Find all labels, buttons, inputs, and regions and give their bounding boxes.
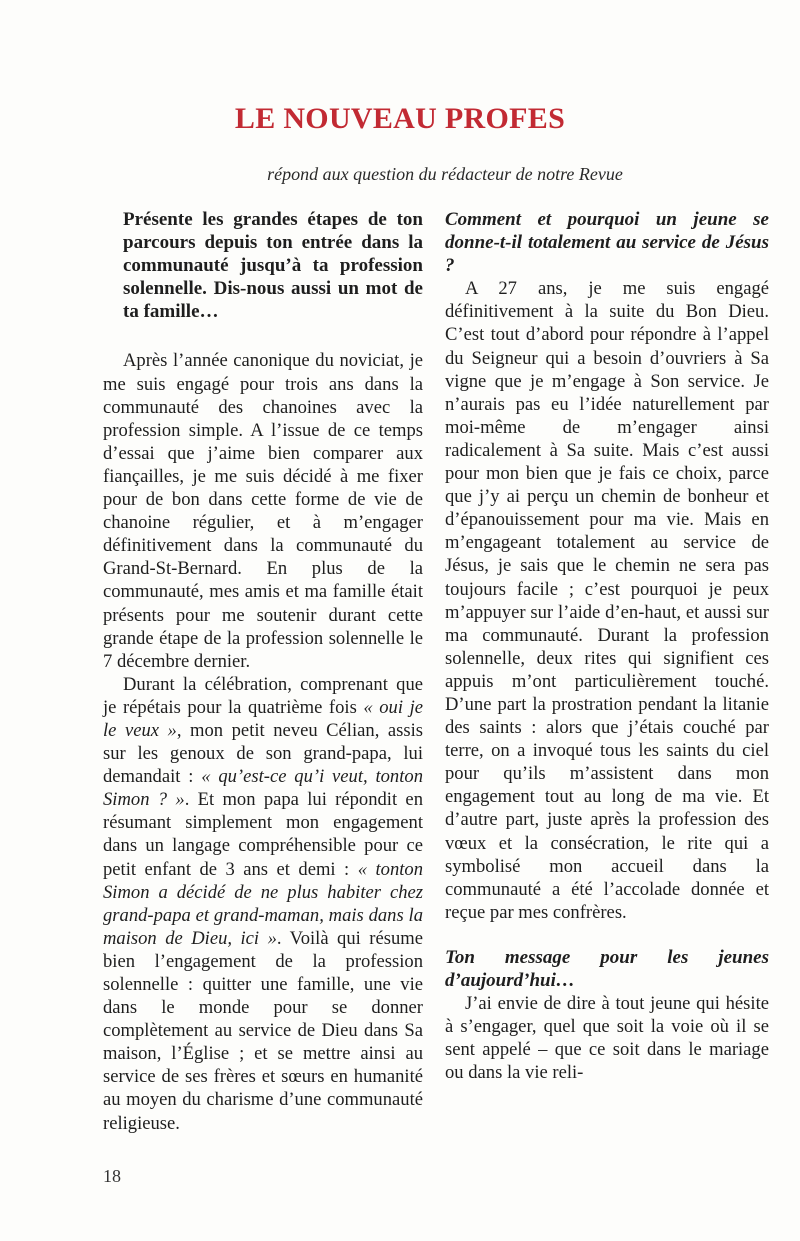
article-subtitle: répond aux question du rédacteur de notre Revue (267, 164, 623, 184)
page-number: 18 (103, 1166, 121, 1186)
right-column (445, 208, 769, 1084)
quote-oui: « oui je le veux » (103, 696, 423, 741)
article-title: LE NOUVEAU PROFES (234, 102, 566, 135)
paragraph-celebration: Durant la célébration, comprenant que je répétais pour la quatrième fois « oui je le veux », mon petit neveu Célian, assis sur les genoux de son grand-papa, lui demandait : « qu’est-ce qu’i veut, tonton Simon ? ». Et mon papa lui répondit en résumant simplement mon engagement dans un langage compréhensible pour ce petit enfant de 3 ans et demi : « tonton Simon a décidé de ne plus habiter chez grand-papa et grand-maman, mais dans la maison de Dieu, ici ». Voilà qui résume bien l’engagement de la profession solennelle : quitter une famille, une vie dans le monde pour se donner complètement au service de Dieu dans Sa maison, l’Église ; et se mettre ainsi au service de ses frères et sœurs en humanité au moyen du charisme d’une communauté religieuse. (103, 673, 424, 1134)
paragraph-novitiate: Après l’année canonique du noviciat, je me suis engagé pour trois ans dans la communauté des chanoines avec la profession simple. A l’issue de ce temps d’essai que j’aime bien comparer aux fiançailles, je me suis décidé à me fixer pour de bon dans cette forme de vie de chanoine régulier, et à m’engager définitivement dans la communauté du Grand-St-Bernard. En plus de la communauté, mes amis et ma famille était présents pour me soutenir durant cette grande étape de la profession solennelle le 7 décembre dernier. (103, 350, 423, 672)
question-message: Ton message pour les jeunes d’aujourd’hui… (445, 946, 769, 991)
question-family: Présente les grandes étapes de ton parcours depuis ton entrée dans la communauté jusqu’à ta profession solennelle. Dis-nous aussi un mot de ta famille… (123, 209, 423, 323)
answer-message: J’ai envie de dire à tout jeune qui hésite à s’engager, quel que soit la voie où il se sent appelé – que ce soit dans le mariage ou dans la vie reli- (445, 993, 769, 1084)
answer-why: A 27 ans, je me suis engagé définitivement à la suite du Bon Dieu. C’est tout d’abord pour répondre à l’appel du Seigneur qui a besoin d’ouvriers à Sa vigne que je m’engage à Son service. Je n’aurais pas eu l’idée naturellement par moi-même de m’engager ainsi radicalement à Sa suite. Mais c’est aussi pour mon bien que je fais ce choix, parce que j’y ai perçu un chemin de bonheur et d’épanouissement pour ma vie. Mais en m’engageant totalement au service de Jésus, je sais que le chemin ne sera pas toujours facile ; c’est pourquoi je peux m’appuyer sur l’aide d’en-haut, et aussi sur ma communauté. Durant la profession solennelle, deux rites qui signifient ces appuis m’ont particulièrement touché. D’une part la prostration pendant la litanie des saints : alors que j’étais couché par terre, on a invoqué tous les saints du ciel pour qu’ils m’assistent dans mon engagement tout au long de ma vie. Et d’autre part, juste après la profession des vœux et la consécration, le rite qui a symbolisé mon accueil dans la communauté a été l’accolade donnée et reçue par mes confrères. (445, 278, 769, 923)
left-column (103, 208, 423, 1135)
quote-papa: « tonton Simon a décidé de ne plus habiter chez grand-papa et grand-maman, mais dans la maison de Dieu, ici » (103, 858, 423, 949)
quote-celian: « qu’est-ce qu’i veut, tonton Simon ? » (103, 766, 423, 811)
question-why: Comment et pourquoi un jeune se donne-t-il totalement au service de Jésus ? (445, 209, 769, 277)
